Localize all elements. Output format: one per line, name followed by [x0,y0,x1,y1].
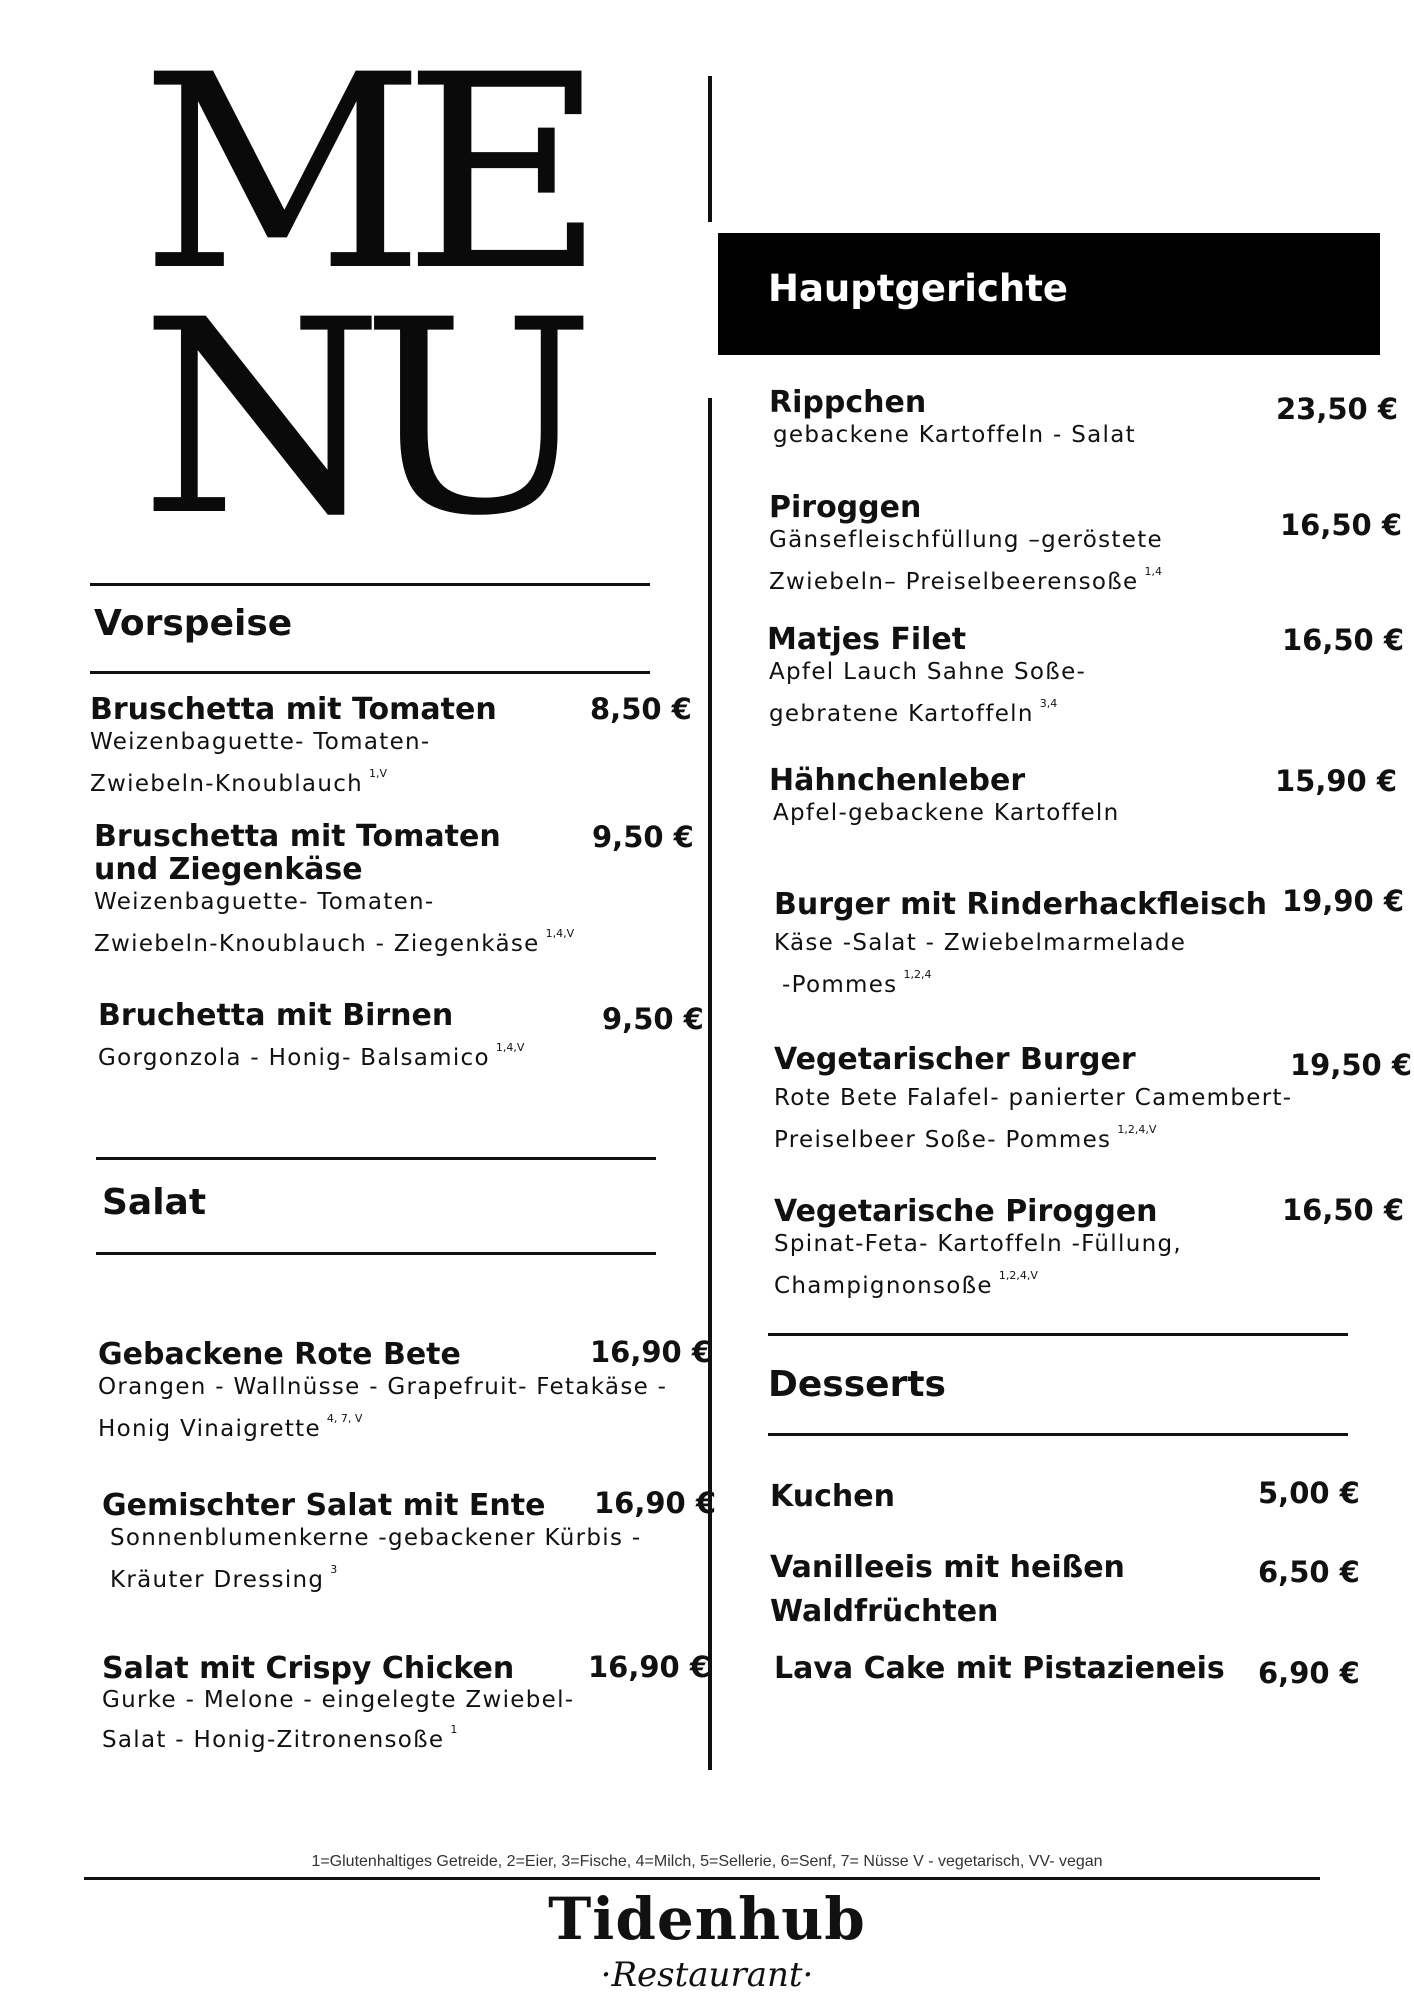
item-name: Vegetarische Piroggen [774,1194,1158,1229]
menu-item-vegetarischer-burger [774,1043,1292,1156]
item-name: Piroggen [769,490,922,525]
item-price: 5,00 € [1258,1476,1360,1510]
menu-item-bruschetta-tomaten [90,693,497,800]
item-name: Hähnchenleber [769,763,1026,798]
item-description-line2: Kräuter Dressing $^3$ [110,1563,338,1593]
item-name: Lava Cake mit Pistazieneis [774,1651,1225,1686]
item-price: 15,90 € [1275,764,1398,798]
menu-item-lava-cake [774,1652,1225,1685]
item-name: Vanilleeis mit heißen [770,1550,1125,1585]
item-description: Gorgonzola - Honig- Balsamico $^{1,4,V}$ [98,1041,525,1071]
item-name: Burger mit Rinderhackfleisch [774,887,1267,922]
vorspeise-rule-top [90,583,650,586]
menu-item-gemischter-salat-ente [102,1489,641,1596]
item-description-line2: Champignonsoße $^{1,2,4,V}$ [774,1269,1038,1299]
section-title-vorspeise: Vorspeise [94,603,293,644]
item-description-line2: -Pommes $^{1,2,4}$ [782,968,932,998]
item-description-line2: Zwiebeln-Knoublauch $^{1,V}$ [90,767,388,797]
item-description: Sonnenblumenkerne -gebackener Kürbis - [110,1525,642,1551]
allergen-codes: 1,2,4,V [998,1269,1038,1282]
item-price: 16,90 € [588,1650,711,1684]
item-name: Bruschetta mit Tomaten [94,819,501,854]
allergen-codes: 1,4,V [545,927,575,940]
section-banner-hauptgerichte [718,233,1380,355]
item-price: 6,50 € [1258,1555,1360,1589]
item-description: Käse -Salat - Zwiebelmarmelade [774,930,1187,956]
item-description: Spinat-Feta- Kartoffeln -Füllung, [774,1231,1182,1257]
menu-item-vanilleeis [770,1546,1125,1634]
item-price: 16,50 € [1282,1193,1405,1227]
item-description-line2: Preiselbeer Soße- Pommes $^{1,2,4,V}$ [774,1123,1157,1153]
item-price: 16,90 € [590,1335,713,1369]
item-description-line2: Zwiebeln-Knoublauch - Ziegenkäse $^{1,4,V}$ [94,927,575,957]
item-description: Weizenbaguette- Tomaten- [94,889,435,915]
item-description: Gurke - Melone - eingelegte Zwiebel- [102,1687,575,1713]
menu-item-haehnchenleber [769,764,1119,829]
item-price: 23,50 € [1276,392,1399,426]
item-description-line2: gebratene Kartoffeln $^{3,4}$ [769,697,1058,727]
allergen-codes: 1,V [369,767,388,780]
restaurant-logo-subtitle: ·Restaurant· [600,1955,814,1995]
item-price: 8,50 € [590,692,692,726]
item-name: Gemischter Salat mit Ente [102,1488,546,1523]
item-description-line2: Zwiebeln– Preiselbeerensoße $^{1,4}$ [769,565,1162,595]
menu-title-line2: NU [140,263,574,575]
allergen-legend: 1=Glutenhaltiges Getreide, 2=Eier, 3=Fische, 4=Milch, 5=Sellerie, 6=Senf, 7= Nüsse V - vegetarisch, VV- vegan [311,1853,1103,1870]
allergen-codes: 1,2,4,V [1117,1123,1157,1136]
desserts-rule-bottom [768,1433,1348,1436]
item-name: Matjes Filet [767,622,967,657]
item-price: 16,90 € [594,1486,717,1520]
item-description: Apfel Lauch Sahne Soße- [769,659,1087,685]
menu-item-bruschetta-ziegenkaese [94,820,574,960]
item-name: Gebackene Rote Bete [98,1337,461,1372]
salat-rule-top [96,1157,656,1160]
item-description: Gänsefleischfüllung –geröstete [769,527,1163,553]
item-description: gebackene Kartoffeln - Salat [773,422,1136,448]
item-description-line2: Honig Vinaigrette $^{4, 7, V}$ [98,1412,363,1442]
allergen-codes: 1,4 [1144,565,1162,578]
allergen-codes: 1,4,V [495,1041,525,1054]
menu-item-vegetarische-piroggen [774,1195,1182,1302]
restaurant-logo-name: Tidenhub [548,1885,866,1953]
item-description: Weizenbaguette- Tomaten- [90,729,431,755]
salat-rule-bottom [96,1252,656,1255]
item-name: Rippchen [769,385,927,420]
menu-item-burger-rinderhackfleisch [774,888,1267,1001]
item-name: Bruchetta mit Birnen [98,998,454,1033]
vertical-divider-top [708,76,712,222]
menu-item-piroggen [769,491,1163,598]
item-price: 6,90 € [1258,1656,1360,1690]
item-name-line2: Waldfrüchten [770,1594,999,1629]
desserts-rule-top [768,1333,1348,1336]
section-title-desserts: Desserts [768,1364,946,1405]
menu-item-gebackene-rote-bete [98,1338,667,1445]
item-description: Rote Bete Falafel- panierter Camembert- [774,1085,1293,1111]
item-name: Bruschetta mit Tomaten [90,692,497,727]
menu-item-bruchetta-birnen [98,999,524,1074]
item-name: Salat mit Crispy Chicken [102,1651,515,1686]
item-price: 9,50 € [592,820,694,854]
section-title-hauptgerichte: Hauptgerichte [768,267,1069,310]
menu-item-salat-crispy-chicken [102,1652,574,1755]
item-price: 16,50 € [1282,623,1405,657]
item-description: Apfel-gebackene Kartoffeln [773,800,1120,826]
menu-item-kuchen [770,1480,895,1513]
section-title-salat: Salat [102,1182,207,1223]
allergen-codes: 4, 7, V [326,1412,363,1425]
item-price: 16,50 € [1280,508,1403,542]
item-name-line2: und Ziegenkäse [94,852,363,887]
item-price: 9,50 € [602,1002,704,1036]
menu-item-matjes-filet [767,623,1086,730]
allergen-codes: 3 [330,1563,338,1576]
vertical-divider-main [708,398,712,1770]
menu-item-rippchen [769,386,1136,451]
item-price: 19,90 € [1282,884,1405,918]
footer-rule [84,1877,1320,1880]
allergen-codes: 3,4 [1039,697,1058,710]
item-price: 19,50 € [1290,1048,1413,1082]
item-description: Orangen - Wallnüsse - Grapefruit- Fetakäse - [98,1374,668,1400]
item-description-line2: Salat - Honig-Zitronensoße $^1$ [102,1723,458,1753]
menu-title-line1: ME [140,18,584,330]
item-name: Kuchen [770,1479,895,1514]
allergen-codes: 1 [450,1723,458,1736]
item-name: Vegetarischer Burger [774,1042,1136,1077]
allergen-codes: 1,2,4 [903,968,932,981]
vorspeise-rule-bottom [90,671,650,674]
